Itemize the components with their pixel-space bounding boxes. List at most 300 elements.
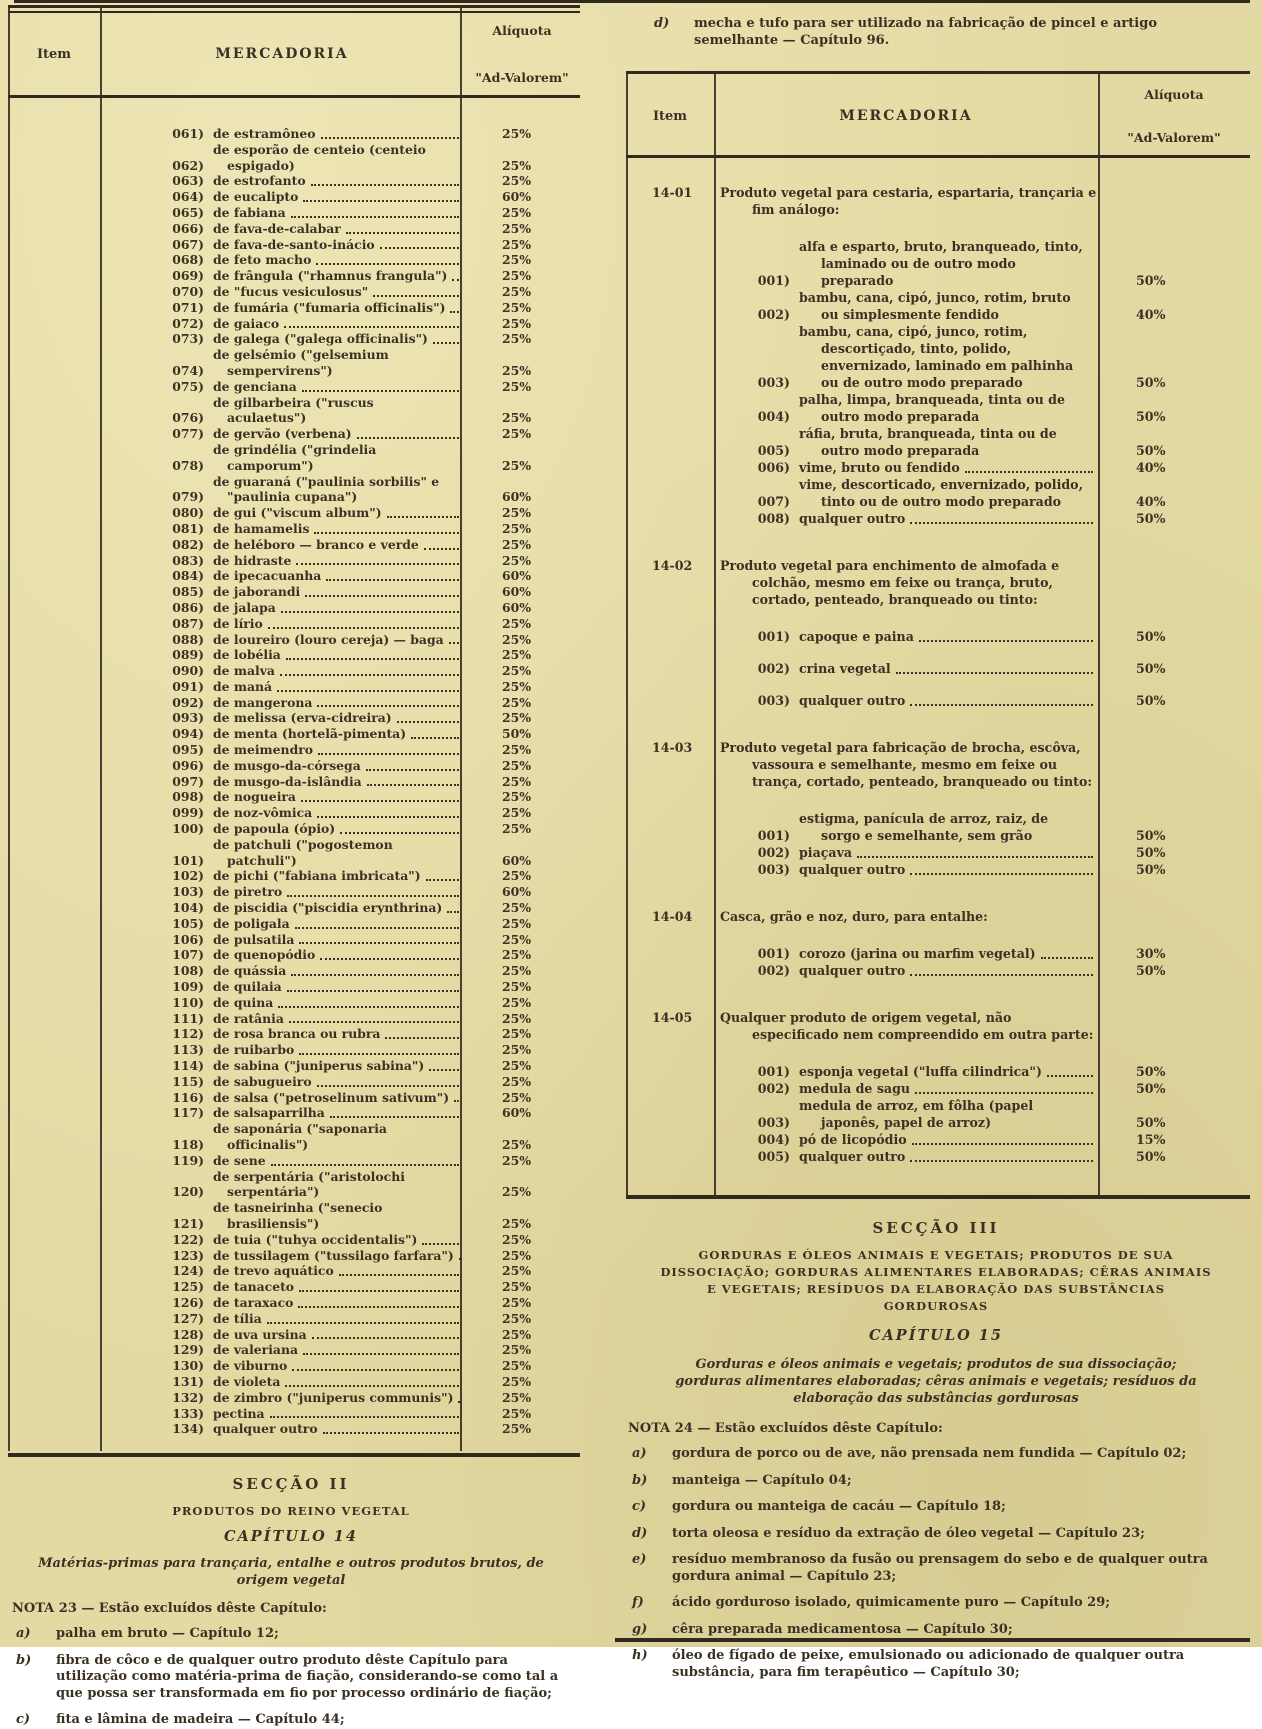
item-number: 126)	[158, 1295, 213, 1311]
item-rate: 25%	[464, 300, 580, 316]
item-number: 086)	[158, 600, 213, 616]
item-number: 002)	[746, 844, 799, 861]
item-number: 106)	[158, 932, 213, 948]
dot-leader	[291, 216, 459, 218]
item-description: de melissa (erva-cidreira)	[213, 710, 392, 726]
group-subitems	[626, 945, 1250, 979]
dot-leader	[346, 232, 459, 234]
dot-leader	[318, 753, 459, 755]
item-text-wrap	[213, 995, 464, 1011]
tariff-row	[8, 1058, 580, 1074]
dot-leader	[301, 800, 459, 802]
tariff-row	[8, 252, 580, 268]
left-footer	[8, 1457, 580, 1729]
item-number: 105)	[158, 916, 213, 932]
right-table-header	[626, 77, 1250, 155]
item-rate: 25%	[464, 1026, 580, 1042]
dot-leader	[411, 737, 459, 739]
item-text-wrap	[799, 692, 1098, 709]
item-number: 116)	[158, 1090, 213, 1106]
item-description: ráfia, bruta, branqueada, tinta ou de outro modo preparada	[799, 425, 1088, 459]
item-number: 117)	[158, 1105, 213, 1121]
tariff-row	[8, 474, 580, 506]
item-rate: 25%	[464, 1342, 580, 1358]
item-number: 128)	[158, 1327, 213, 1343]
item-text-wrap	[213, 1390, 464, 1406]
tariff-row	[746, 238, 1250, 289]
item-text-wrap	[213, 774, 464, 790]
item-text-wrap	[213, 316, 464, 332]
item-description: de papoula (ópio)	[213, 821, 335, 837]
item-description: bambu, cana, cipó, junco, rotim, descortiçado, tinto, polido, envernizado, laminado em palhinha ou de outro modo preparado	[799, 323, 1088, 391]
item-text-wrap	[213, 1074, 464, 1090]
item-text-wrap	[213, 1421, 464, 1437]
item-text-wrap	[213, 521, 464, 537]
item-rate: 15%	[1098, 1131, 1250, 1148]
item-number: 079)	[158, 489, 213, 505]
tariff-row	[746, 1131, 1250, 1148]
item-text-wrap	[213, 1011, 464, 1027]
item-text-wrap	[213, 189, 464, 205]
item-number: 118)	[158, 1137, 213, 1153]
dot-leader	[312, 1337, 459, 1339]
item-number: 003)	[746, 374, 799, 391]
note-item	[628, 1526, 1244, 1543]
dot-leader	[299, 942, 459, 944]
item-number: 001)	[746, 628, 799, 645]
item-number: 095)	[158, 742, 213, 758]
tariff-group	[626, 739, 1250, 878]
item-text-wrap	[799, 425, 1098, 459]
tariff-row	[8, 1248, 580, 1264]
note-item	[12, 1712, 570, 1729]
item-description: de eucalipto	[213, 189, 298, 205]
note-heading: NOTA 24 — Estão excluídos dêste Capítulo:	[628, 1421, 1244, 1436]
item-description: de piscidia ("piscidia erynthrina)	[213, 900, 442, 916]
note-text: resíduo membranoso da fusão ou prensagem do sebo e de qualquer outra gordura animal — Capítulo 23;	[672, 1552, 1244, 1585]
dot-leader	[1047, 1075, 1093, 1077]
tariff-row	[8, 189, 580, 205]
item-number: 066)	[158, 221, 213, 237]
item-description: de nogueira	[213, 789, 296, 805]
tariff-row	[8, 505, 580, 521]
item-rate: 50%	[1098, 628, 1250, 645]
dot-leader	[284, 326, 459, 328]
item-number: 110)	[158, 995, 213, 1011]
item-number: 130)	[158, 1358, 213, 1374]
tariff-row	[8, 521, 580, 537]
item-description: de quilaia	[213, 979, 282, 995]
tariff-row	[746, 289, 1250, 323]
dot-leader	[910, 1160, 1093, 1162]
dot-leader	[311, 184, 459, 186]
item-rate: 25%	[464, 616, 580, 632]
item-description: de lobélia	[213, 647, 281, 663]
tariff-row	[746, 391, 1250, 425]
item-number: 087)	[158, 616, 213, 632]
item-number: 114)	[158, 1058, 213, 1074]
dot-leader	[280, 674, 459, 676]
group-subitems	[626, 1063, 1250, 1165]
tariff-row	[8, 331, 580, 347]
dot-leader	[299, 1053, 459, 1055]
left-note-list	[12, 1626, 570, 1729]
tariff-row	[746, 945, 1250, 962]
item-number: 115)	[158, 1074, 213, 1090]
item-rate: 25%	[464, 1184, 580, 1200]
item-rate: 25%	[464, 316, 580, 332]
dot-leader	[919, 640, 1093, 642]
right-column	[626, 0, 1250, 1681]
tariff-row	[8, 1390, 580, 1406]
note-text: fita e lâmina de madeira — Capítulo 44;	[56, 1712, 570, 1729]
item-number: 005)	[746, 442, 799, 459]
item-rate: 25%	[464, 710, 580, 726]
item-text-wrap	[799, 476, 1098, 510]
item-rate: 50%	[464, 726, 580, 742]
item-rate: 30%	[1098, 945, 1250, 962]
column-header-item: Item	[626, 77, 714, 155]
item-rate: 25%	[464, 632, 580, 648]
item-text-wrap	[799, 323, 1098, 391]
item-text-wrap	[213, 837, 464, 869]
item-rate: 50%	[1098, 408, 1250, 425]
dot-leader	[291, 974, 459, 976]
tariff-row	[8, 284, 580, 300]
group-description: Produto vegetal para enchimento de almofada e colchão, mesmo em feixe ou trança, bruto, cortado, penteado, branqueado ou tinto:	[626, 557, 1100, 608]
item-rate: 40%	[1098, 306, 1250, 323]
item-rate: 25%	[464, 679, 580, 695]
item-rate: 60%	[464, 489, 580, 505]
table-top-rule	[8, 5, 580, 8]
tariff-row	[8, 1295, 580, 1311]
item-description: de musgo-da-islândia	[213, 774, 362, 790]
item-description: de uva ursina	[213, 1327, 307, 1343]
item-number: 104)	[158, 900, 213, 916]
tariff-row	[8, 221, 580, 237]
item-text-wrap	[213, 474, 464, 506]
tariff-row	[746, 1148, 1250, 1165]
item-description: qualquer outro	[799, 1148, 905, 1165]
dot-leader	[303, 200, 459, 202]
item-rate: 25%	[464, 1263, 580, 1279]
dot-leader	[340, 832, 459, 834]
tariff-row	[8, 805, 580, 821]
item-number: 002)	[746, 660, 799, 677]
item-description: de piretro	[213, 884, 282, 900]
dot-leader	[316, 263, 459, 265]
note-letter: h)	[628, 1648, 672, 1681]
tariff-row	[746, 323, 1250, 391]
tariff-row	[8, 426, 580, 442]
item-text-wrap	[213, 932, 464, 948]
item-description: de salsa ("petroselinum sativum")	[213, 1090, 449, 1106]
item-number: 004)	[746, 1131, 799, 1148]
tariff-row	[8, 647, 580, 663]
item-description: de galega ("galega officinalis")	[213, 331, 428, 347]
item-description: de fava-de-calabar	[213, 221, 341, 237]
item-rate: 25%	[464, 363, 580, 379]
item-description: medula de arroz, em fôlha (papel japonês, papel de arroz)	[799, 1097, 1088, 1131]
item-description: de estramôneo	[213, 126, 316, 142]
item-number: 129)	[158, 1342, 213, 1358]
dot-leader	[321, 137, 459, 139]
item-description: de taraxaco	[213, 1295, 293, 1311]
item-number: 078)	[158, 458, 213, 474]
item-number: 091)	[158, 679, 213, 695]
tariff-row	[746, 628, 1250, 645]
tariff-row	[746, 1063, 1250, 1080]
item-text-wrap	[213, 1248, 464, 1264]
item-text-wrap	[213, 584, 464, 600]
note-text: mecha e tufo para ser utilizado na fabricação de pincel e artigo semelhante — Capítulo 96.	[694, 16, 1234, 49]
table-vertical-rule	[100, 5, 102, 1451]
item-description: pó de licopódio	[799, 1131, 907, 1148]
item-rate: 25%	[464, 284, 580, 300]
item-description: de tília	[213, 1311, 262, 1327]
item-rate: 25%	[464, 537, 580, 553]
item-description: de quássia	[213, 963, 286, 979]
item-text-wrap	[213, 1058, 464, 1074]
item-text-wrap	[213, 600, 464, 616]
tariff-row	[8, 395, 580, 427]
item-description: bambu, cana, cipó, junco, rotim, bruto ou simplesmente fendido	[799, 289, 1088, 323]
right-table-body	[626, 158, 1250, 1195]
dot-leader	[326, 579, 459, 581]
item-description: de zimbro ("juniperus communis")	[213, 1390, 453, 1406]
item-number: 100)	[158, 821, 213, 837]
item-rate: 50%	[1098, 374, 1250, 391]
note-item	[628, 1622, 1244, 1639]
item-text-wrap	[213, 1026, 464, 1042]
item-description: de gervão (verbena)	[213, 426, 352, 442]
dot-leader	[305, 595, 459, 597]
item-rate: 25%	[464, 505, 580, 521]
item-text-wrap	[213, 1232, 464, 1248]
dot-leader	[270, 1416, 459, 1418]
item-rate: 25%	[464, 900, 580, 916]
item-rate: 25%	[464, 1042, 580, 1058]
item-text-wrap	[213, 884, 464, 900]
item-number: 083)	[158, 553, 213, 569]
tariff-row	[8, 347, 580, 379]
item-text-wrap	[213, 1327, 464, 1343]
item-text-wrap	[213, 284, 464, 300]
item-rate: 50%	[1098, 861, 1250, 878]
item-description: de frângula ("rhamnus frangula")	[213, 268, 447, 284]
dot-leader	[357, 437, 459, 439]
dot-leader	[426, 879, 459, 881]
item-rate: 50%	[1098, 1114, 1250, 1131]
dot-leader	[323, 1432, 459, 1434]
item-number: 125)	[158, 1279, 213, 1295]
item-text-wrap	[799, 861, 1098, 878]
tariff-row	[8, 1374, 580, 1390]
item-text-wrap	[213, 379, 464, 395]
item-description: de hamamelis	[213, 521, 309, 537]
item-rate: 60%	[464, 568, 580, 584]
dot-leader	[458, 1401, 459, 1403]
item-number: 134)	[158, 1421, 213, 1437]
note-letter: b)	[12, 1653, 56, 1703]
dot-leader	[373, 295, 459, 297]
dot-leader	[385, 1037, 459, 1039]
tariff-row	[8, 173, 580, 189]
tariff-row	[8, 726, 580, 742]
tariff-row	[8, 679, 580, 695]
group-subitems	[626, 810, 1250, 878]
item-text-wrap	[213, 1200, 464, 1232]
item-text-wrap	[213, 900, 464, 916]
item-rate: 25%	[464, 458, 580, 474]
tariff-row	[8, 237, 580, 253]
item-description: de genciana	[213, 379, 297, 395]
group-code: 14-05	[652, 1009, 692, 1026]
item-rate: 25%	[464, 963, 580, 979]
tariff-row	[746, 510, 1250, 527]
item-rate: 25%	[464, 205, 580, 221]
dot-leader	[367, 784, 459, 786]
dot-leader	[289, 1021, 459, 1023]
right-tariff-table	[626, 71, 1250, 1199]
item-rate: 25%	[464, 331, 580, 347]
item-number: 084)	[158, 568, 213, 584]
item-number: 082)	[158, 537, 213, 553]
item-rate: 25%	[464, 173, 580, 189]
item-description: pectina	[213, 1406, 265, 1422]
item-number: 002)	[746, 962, 799, 979]
item-number: 002)	[746, 1080, 799, 1097]
tariff-row	[8, 900, 580, 916]
item-text-wrap	[799, 289, 1098, 323]
item-description: de poligala	[213, 916, 290, 932]
right-note-list	[628, 1446, 1244, 1681]
item-rate: 50%	[1098, 1080, 1250, 1097]
item-text-wrap	[213, 1295, 464, 1311]
tariff-row	[8, 1026, 580, 1042]
dot-leader	[912, 1143, 1093, 1145]
item-text-wrap	[799, 945, 1098, 962]
item-text-wrap	[213, 868, 464, 884]
tariff-row	[8, 537, 580, 553]
item-text-wrap	[213, 1121, 464, 1153]
item-text-wrap	[799, 628, 1098, 645]
item-text-wrap	[213, 647, 464, 663]
item-rate: 25%	[464, 1058, 580, 1074]
item-text-wrap	[213, 726, 464, 742]
tariff-row	[8, 774, 580, 790]
item-description: de fabiana	[213, 205, 286, 221]
tariff-row	[8, 1169, 580, 1201]
dot-leader	[449, 642, 459, 644]
aliquota-label: Alíquota	[1098, 87, 1250, 102]
item-number: 074)	[158, 363, 213, 379]
item-number: 132)	[158, 1390, 213, 1406]
item-text-wrap	[213, 331, 464, 347]
dot-leader	[277, 690, 459, 692]
tariff-row	[8, 442, 580, 474]
item-number: 099)	[158, 805, 213, 821]
tariff-row	[746, 810, 1250, 844]
tariff-row	[8, 1342, 580, 1358]
tariff-row	[8, 758, 580, 774]
item-rate: 50%	[1098, 827, 1250, 844]
item-number: 121)	[158, 1216, 213, 1232]
dot-leader	[380, 247, 459, 249]
tariff-row	[8, 616, 580, 632]
item-number: 077)	[158, 426, 213, 442]
item-text-wrap	[213, 1374, 464, 1390]
item-text-wrap	[213, 695, 464, 711]
tariff-row	[8, 695, 580, 711]
tariff-row	[8, 995, 580, 1011]
item-rate: 25%	[464, 1248, 580, 1264]
section-subtitle: PRODUTOS DO REINO VEGETAL	[12, 1503, 570, 1520]
ad-valorem-label: "Ad-Valorem"	[1098, 130, 1250, 145]
item-number: 107)	[158, 947, 213, 963]
item-number: 080)	[158, 505, 213, 521]
group-description: Produto vegetal para cestaria, espartaria, trançaria e fim análogo:	[626, 184, 1100, 218]
item-rate: 25%	[464, 237, 580, 253]
item-text-wrap	[213, 1358, 464, 1374]
item-text-wrap	[213, 916, 464, 932]
item-number: 004)	[746, 408, 799, 425]
item-rate: 25%	[464, 916, 580, 932]
item-number: 003)	[746, 692, 799, 709]
item-description: de trevo aquático	[213, 1263, 334, 1279]
item-description: de hidraste	[213, 553, 291, 569]
item-number: 092)	[158, 695, 213, 711]
chapter-title: CAPÍTULO 14	[12, 1528, 570, 1545]
item-number: 003)	[746, 861, 799, 878]
dot-leader	[339, 1274, 459, 1276]
dot-leader	[303, 1353, 459, 1355]
item-rate: 50%	[1098, 660, 1250, 677]
table-top-rule	[626, 71, 1250, 74]
item-rate: 25%	[464, 1153, 580, 1169]
item-description: de jaborandi	[213, 584, 300, 600]
table-vertical-rule	[714, 71, 716, 1199]
item-description: de heléboro — branco e verde	[213, 537, 419, 553]
tariff-row	[8, 126, 580, 142]
item-description: de ruibarbo	[213, 1042, 294, 1058]
tariff-row	[8, 710, 580, 726]
item-number: 067)	[158, 237, 213, 253]
group-description: Qualquer produto de origem vegetal, não especificado nem compreendido em outra parte:	[626, 1009, 1100, 1043]
item-rate: 50%	[1098, 1063, 1250, 1080]
item-text-wrap	[213, 252, 464, 268]
item-rate: 25%	[464, 1216, 580, 1232]
item-number: 090)	[158, 663, 213, 679]
note-item	[628, 1499, 1244, 1516]
item-description: de mangerona	[213, 695, 312, 711]
item-description: de gelsémio ("gelsemium sempervirens")	[213, 347, 454, 379]
item-text-wrap	[213, 537, 464, 553]
left-tariff-table	[8, 5, 580, 1451]
column-header-mercadoria: MERCADORIA	[100, 13, 464, 95]
group-code: 14-02	[652, 557, 692, 574]
tariff-row	[746, 459, 1250, 476]
item-description: alfa e esparto, bruto, branqueado, tinto, laminado ou de outro modo preparado	[799, 238, 1088, 289]
item-number: 098)	[158, 789, 213, 805]
group-code: 14-01	[652, 184, 692, 201]
item-rate: 25%	[464, 1390, 580, 1406]
item-text-wrap	[213, 742, 464, 758]
item-text-wrap	[213, 505, 464, 521]
item-rate: 25%	[464, 1137, 580, 1153]
item-number: 069)	[158, 268, 213, 284]
item-description: de patchuli ("pogostemon patchuli")	[213, 837, 454, 869]
